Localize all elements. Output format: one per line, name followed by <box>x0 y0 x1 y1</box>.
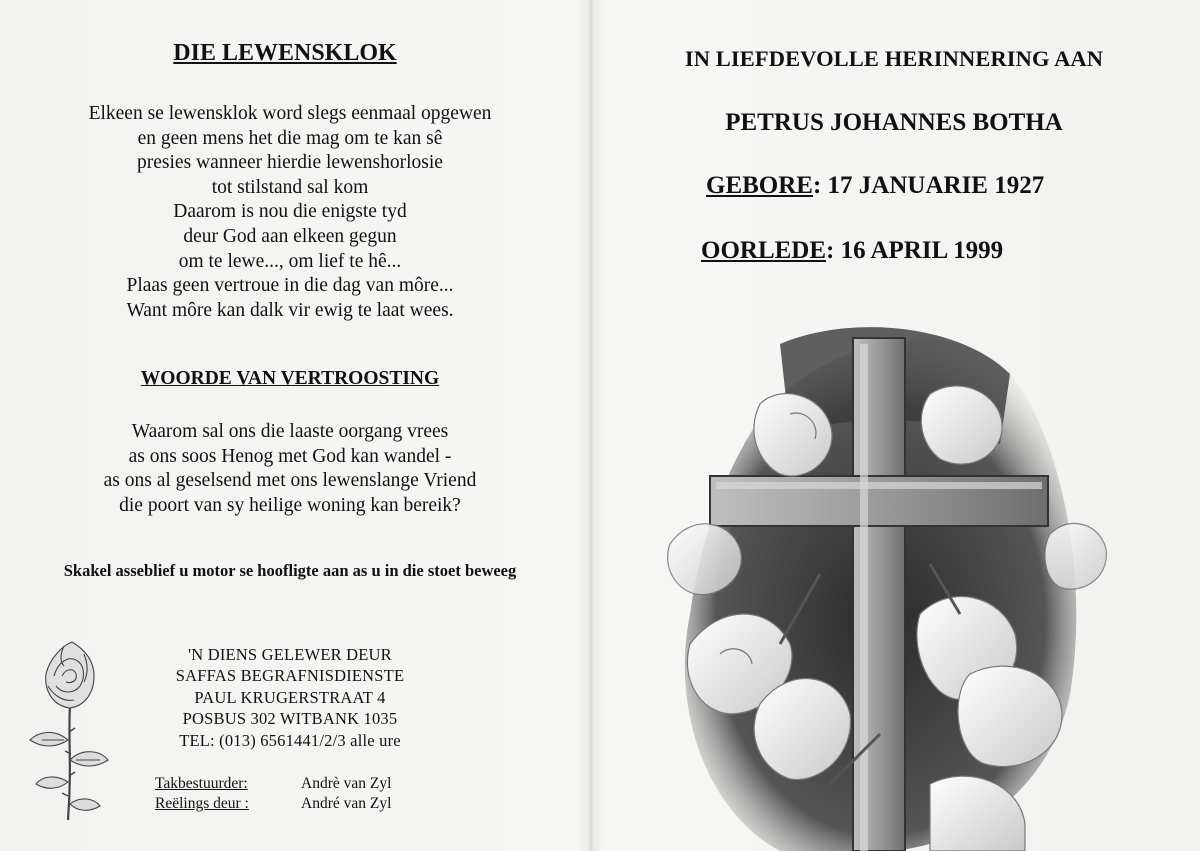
right-panel <box>594 0 1200 851</box>
credits <box>155 774 391 814</box>
poem-line: Plaas geen vertroue in die dag van môre... <box>126 275 454 297</box>
poem-line: tot stilstand sal kom <box>211 176 369 198</box>
born-label: GEBORE <box>706 172 813 199</box>
comfort-line: die poort van sy heilige woning kan bereik? <box>119 494 461 516</box>
memorial-heading: IN LIEFDEVOLLE HERINNERING AAN <box>684 46 1104 71</box>
service-line: TEL: (013) 6561441/2/3 alle ure <box>179 730 401 750</box>
funeral-service-info <box>140 644 440 751</box>
poem <box>40 102 540 323</box>
service-line: 'N DIENS GELEWER DEUR <box>188 645 392 664</box>
poem-line: om te lewe..., om lief te hê... <box>178 250 402 272</box>
died-label: OORLEDE <box>701 237 827 264</box>
born-value: : 17 JANUARIE 1927 <box>812 172 1045 199</box>
poem-title: DIE LEWENSKLOK <box>173 40 397 66</box>
rose-icon <box>24 636 114 822</box>
credit-label: Takbestuurder: <box>155 775 248 792</box>
comfort-line: as ons al geselsend met ons lewenslange Vriend <box>103 470 477 491</box>
birth-date <box>706 172 1044 200</box>
poem-line: deur God aan elkeen gegun <box>183 225 397 247</box>
credit-value: Andrè van Zyl <box>301 775 392 792</box>
credit-row <box>155 774 391 794</box>
cross-with-lilies-image <box>630 314 1166 851</box>
poem-line: Elkeen se lewensklok word slegs eenmaal opgewen <box>88 103 492 124</box>
comfort-line: as ons soos Henog met God kan wandel - <box>128 445 452 467</box>
died-value: : 16 APRIL 1999 <box>826 237 1004 264</box>
left-panel <box>0 0 590 851</box>
service-line: SAFFAS BEGRAFNISDIENSTE <box>175 666 405 686</box>
comfort-title: WOORDE VAN VERTROOSTING <box>140 368 440 389</box>
poem-line: Daarom is nou die enigste tyd <box>173 201 407 223</box>
headlights-notice: Skakel asseblief u motor se hoofligte aan as u in die stoet beweeg <box>63 561 517 580</box>
comfort-line: Waarom sal ons die laaste oorgang vrees <box>131 421 449 442</box>
poem-line: en geen mens het die mag om te kan sê <box>137 127 443 149</box>
service-line: PAUL KRUGERSTRAAT 4 <box>194 687 386 707</box>
death-date <box>701 237 1003 265</box>
credit-label: Reëlings deur : <box>155 795 249 812</box>
poem-line: Want môre kan dalk vir ewig te laat wees. <box>126 299 454 321</box>
service-line: POSBUS 302 WITBANK 1035 <box>182 709 398 729</box>
deceased-name: PETRUS JOHANNES BOTHA <box>725 109 1063 136</box>
credit-value: André van Zyl <box>301 795 392 812</box>
poem-line: presies wanneer hierdie lewenshorlosie <box>137 152 443 174</box>
comfort-verse <box>40 420 540 518</box>
credit-row <box>155 794 391 814</box>
